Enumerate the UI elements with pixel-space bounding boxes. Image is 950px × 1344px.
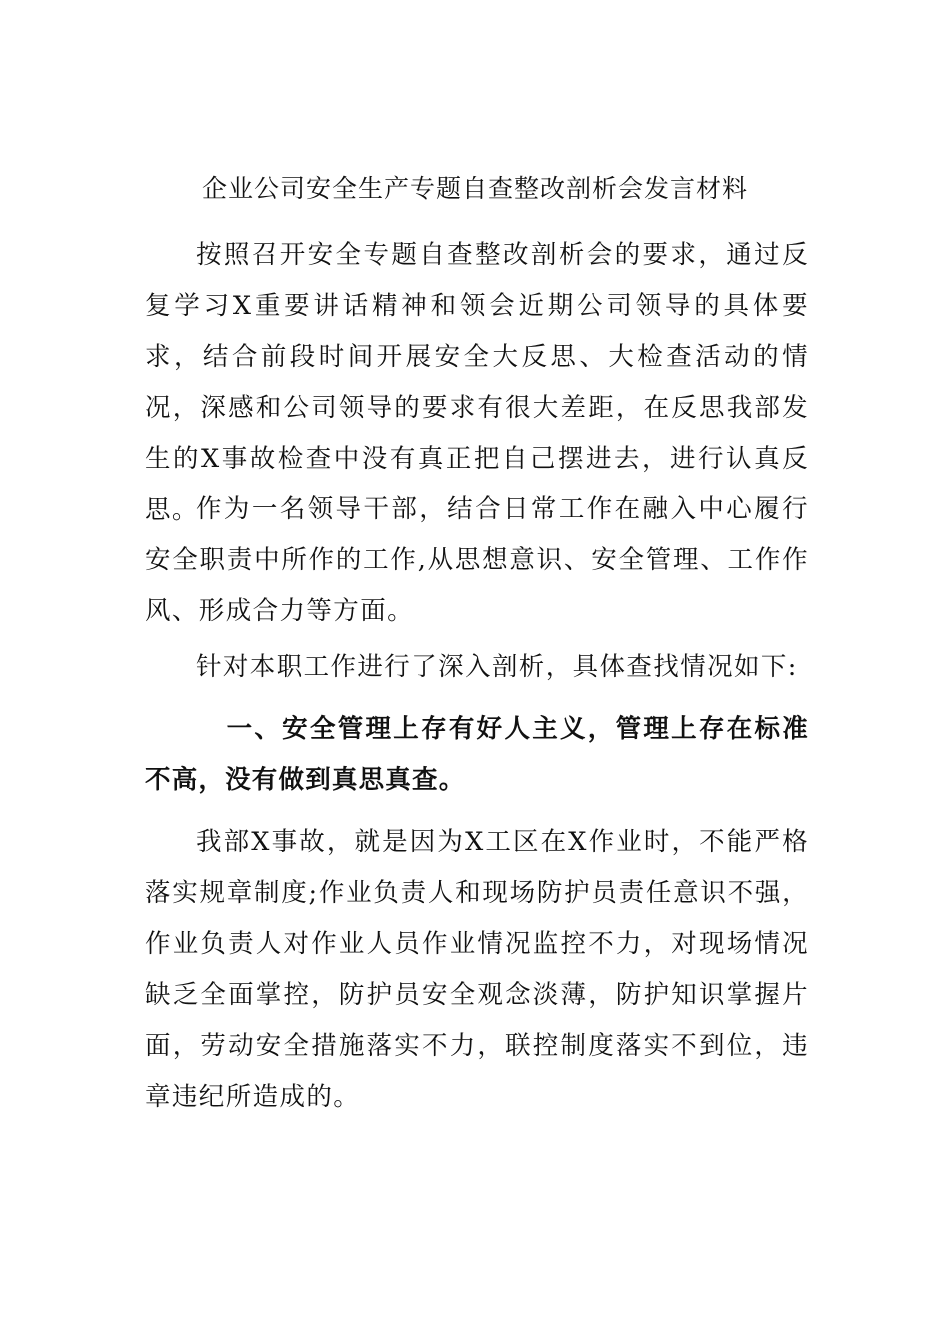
- paragraph-intro: 按照召开安全专题自查整改剖析会的要求，通过反复学习X重要讲话精神和领会近期公司领导的具体要求，结合前段时间开展安全大反思、大检查活动的情况，深感和公司领导的要求有很大差距，在反思我部发生的X事故检查中没有真正把自己摆进去，进行认真反思。: [145, 240, 809, 525]
- document-title: 企业公司安全生产专题自查整改剖析会发言材料: [201, 174, 748, 203]
- paragraph-accident: 我部X事故，就是因为X工区在X作业时，不能严格落实规章制度;作业负责人和现场防护员责任意识不强，作业负责人对作业人员作业情况监控不力，对现场情况缺乏全面掌控，防护员安全观念淡薄，防护知识掌握片面，劳动安全措施落实不力，联控制度落实不到位，违章违纪所造成的。: [145, 827, 809, 1112]
- section-heading: 一、安全管理上存有好人主义，管理上存在标准不高，没有做到真思真查。: [145, 714, 809, 795]
- paragraph-role: 作为一名领导干部，结合日常工作在融入中心履行安全职责中所作的工作,从思想意识、安全管理、工作作风、形成合力等方面。: [145, 494, 809, 626]
- paragraph-analysis: 针对本职工作进行了深入剖析，具体查找情况如下:: [196, 652, 798, 682]
